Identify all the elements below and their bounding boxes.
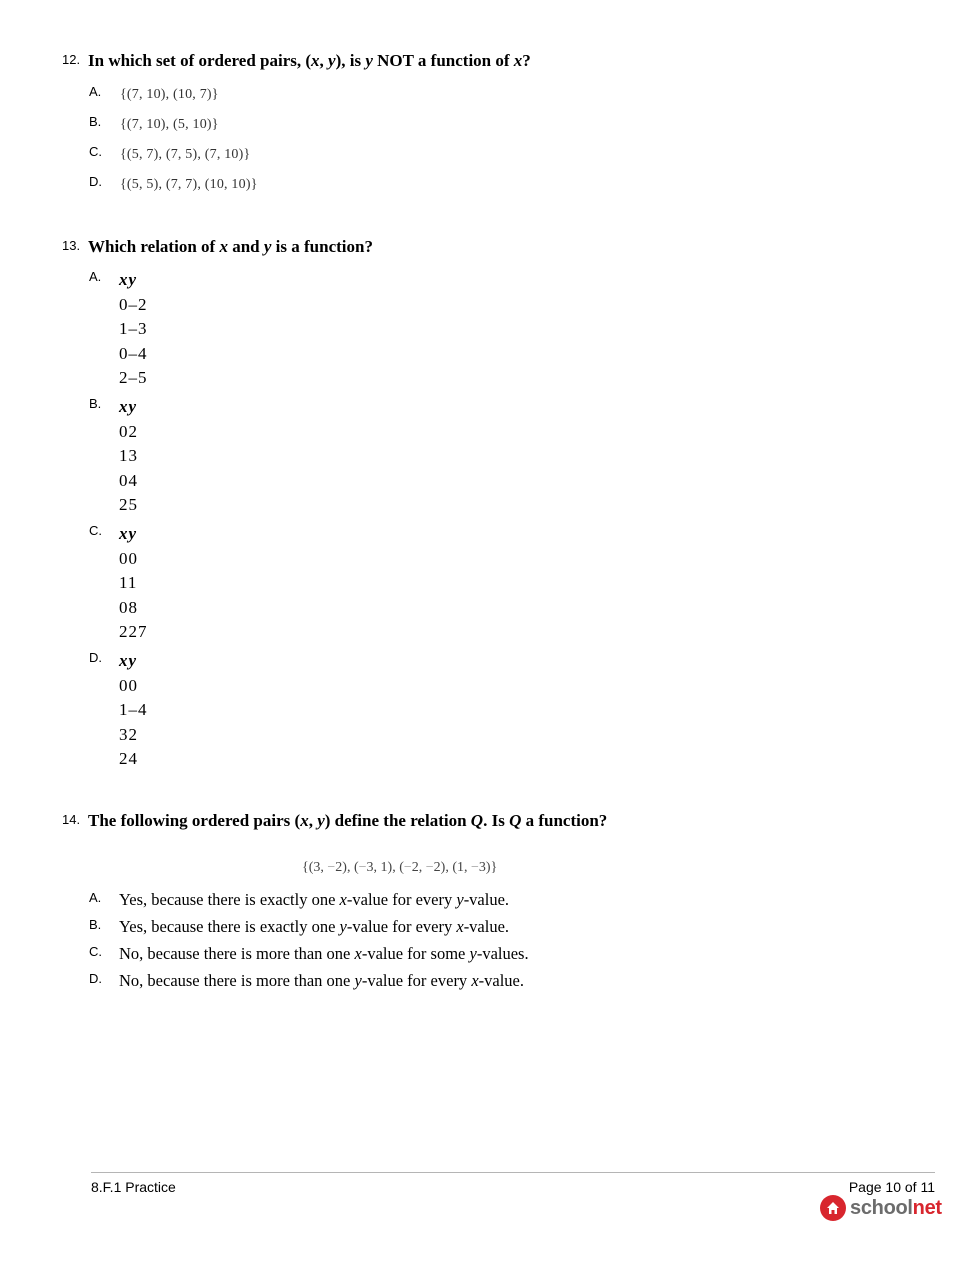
option-letter: D. <box>89 174 102 189</box>
table-row: 11 <box>119 573 138 592</box>
table-row: 08 <box>119 597 138 617</box>
option-set: {(5, 5), (7, 7), (10, 10)} <box>120 177 258 192</box>
option-letter: A. <box>89 890 102 905</box>
table-header: xy <box>119 270 138 289</box>
question-number: 14. <box>62 812 81 827</box>
table-row: 1–4 <box>119 700 148 719</box>
table-row: 0–4 <box>119 343 148 363</box>
question-text: Which relation of x and y is a function? <box>88 237 373 256</box>
question-number: 12. <box>62 52 81 67</box>
table-header: xy <box>119 524 138 543</box>
table-row: 1–3 <box>119 319 148 338</box>
table-row: 24 <box>119 749 138 768</box>
option-letter: C. <box>89 944 102 959</box>
question-number: 13. <box>62 238 81 253</box>
table-row: 32 <box>119 724 138 744</box>
option-letter: D. <box>89 650 102 665</box>
option-text: Yes, because there is exactly one x-value for every y-value. <box>119 890 510 909</box>
option-letter: C. <box>89 523 102 538</box>
option-letter: B. <box>89 114 102 129</box>
footer-title: 8.F.1 Practice <box>91 1179 176 1195</box>
relation-table <box>119 395 138 518</box>
relation-table <box>119 522 148 645</box>
table-row: 02 <box>119 421 138 441</box>
footer-divider <box>91 1172 935 1173</box>
table-header: xy <box>119 651 138 670</box>
option-text: Yes, because there is exactly one y-value for every x-value. <box>119 917 510 936</box>
relation-q-set: {(3, −2), (−3, 1), (−2, −2), (1, −3)} <box>302 860 498 875</box>
table-row: 00 <box>119 548 138 568</box>
question-text: In which set of ordered pairs, (x, y), is y NOT a function of x? <box>88 51 531 70</box>
relation-table <box>119 649 148 772</box>
logo-wordmark: schoolnet <box>850 1196 942 1219</box>
home-icon <box>820 1195 846 1221</box>
table-row: 0–2 <box>119 294 148 314</box>
table-header: xy <box>119 397 138 416</box>
table-row: 25 <box>119 495 138 514</box>
table-row: 2–5 <box>119 368 148 387</box>
option-set: {(5, 7), (7, 5), (7, 10)} <box>120 147 251 162</box>
relation-table <box>119 268 148 391</box>
option-text: No, because there is more than one y-value for every x-value. <box>119 971 524 990</box>
option-letter: C. <box>89 144 102 159</box>
table-row: 13 <box>119 446 138 465</box>
table-row: 04 <box>119 470 138 490</box>
option-letter: A. <box>89 269 102 284</box>
page-number: Page 10 of 11 <box>848 1179 935 1195</box>
option-letter: D. <box>89 971 102 986</box>
question-text: The following ordered pairs (x, y) define the relation Q. Is Q a function? <box>88 811 608 830</box>
table-row: 227 <box>119 622 148 641</box>
option-set: {(7, 10), (5, 10)} <box>120 117 219 132</box>
table-row: 00 <box>119 675 138 695</box>
option-set: {(7, 10), (10, 7)} <box>120 87 219 102</box>
option-letter: B. <box>89 396 102 411</box>
option-letter: B. <box>89 917 102 932</box>
option-letter: A. <box>89 84 102 99</box>
schoolnet-logo <box>820 1194 942 1222</box>
option-text: No, because there is more than one x-value for some y-values. <box>119 944 529 963</box>
